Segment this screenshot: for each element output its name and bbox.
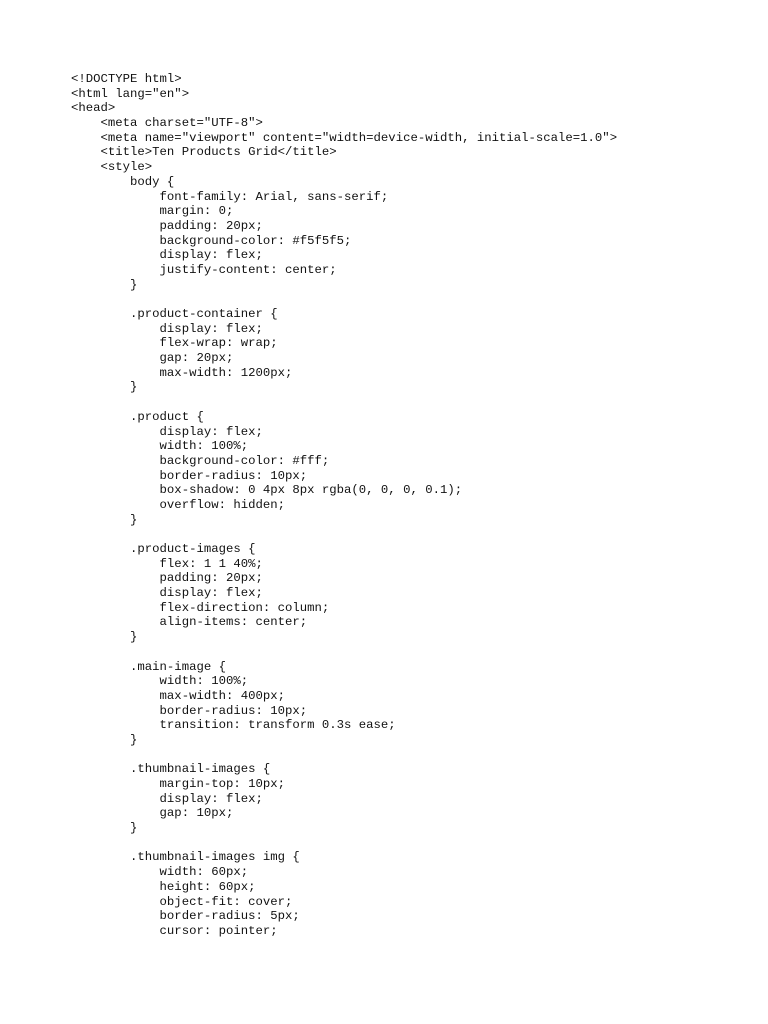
- code-line: font-family: Arial, sans-serif;: [71, 189, 389, 204]
- code-line: .main-image {: [71, 659, 226, 674]
- code-line: body {: [71, 174, 175, 189]
- code-line: display: flex;: [71, 791, 263, 806]
- code-line: gap: 10px;: [71, 806, 234, 821]
- code-line: <style>: [71, 160, 153, 175]
- code-line: max-width: 400px;: [71, 688, 286, 703]
- code-line: display: flex;: [71, 424, 263, 439]
- code-line: <head>: [71, 101, 116, 116]
- code-line: flex: 1 1 40%;: [71, 556, 263, 571]
- code-line: overflow: hidden;: [71, 497, 286, 512]
- code-line-blank: [71, 645, 617, 660]
- code-line: height: 60px;: [71, 879, 256, 894]
- code-line: border-radius: 5px;: [71, 909, 300, 924]
- code-line: padding: 20px;: [71, 571, 263, 586]
- code-line: }: [71, 380, 138, 395]
- code-line: display: flex;: [71, 321, 263, 336]
- code-line: display: flex;: [71, 248, 263, 263]
- code-line: }: [71, 277, 138, 292]
- code-line: background-color: #f5f5f5;: [71, 233, 352, 248]
- code-line: border-radius: 10px;: [71, 703, 308, 718]
- code-line: box-shadow: 0 4px 8px rgba(0, 0, 0, 0.1);: [71, 483, 463, 498]
- code-line: align-items: center;: [71, 615, 308, 630]
- code-line: width: 100%;: [71, 674, 249, 689]
- code-line-blank: [71, 292, 617, 307]
- code-line: transition: transform 0.3s ease;: [71, 718, 396, 733]
- code-line: <title>Ten Products Grid</title>: [71, 145, 337, 160]
- code-line: <meta charset="UTF-8">: [71, 116, 263, 131]
- code-line-blank: [71, 836, 617, 851]
- code-line: border-radius: 10px;: [71, 468, 308, 483]
- code-line: <meta name="viewport" content="width=device-width, initial-scale=1.0">: [71, 130, 618, 145]
- code-line-blank: [71, 395, 617, 410]
- code-line: .product-images {: [71, 542, 256, 556]
- code-line: flex-direction: column;: [71, 600, 330, 615]
- code-line: background-color: #fff;: [71, 453, 330, 468]
- code-line: .thumbnail-images img {: [71, 850, 300, 865]
- code-line: <html lang="en">: [71, 86, 190, 101]
- code-line: width: 100%;: [71, 439, 249, 454]
- code-line: width: 60px;: [71, 865, 249, 880]
- code-line: .thumbnail-images {: [71, 762, 271, 777]
- code-line: object-fit: cover;: [71, 894, 293, 909]
- code-line: .product {: [71, 409, 204, 424]
- code-line: .product-container {: [71, 307, 278, 321]
- code-line: max-width: 1200px;: [71, 365, 293, 380]
- code-line: gap: 20px;: [71, 351, 234, 366]
- code-line: display: flex;: [71, 586, 263, 601]
- code-line: flex-wrap: wrap;: [71, 336, 278, 351]
- code-line-blank: [71, 748, 617, 763]
- code-line: }: [71, 821, 138, 836]
- code-line: margin-top: 10px;: [71, 777, 286, 791]
- code-line: cursor: pointer;: [71, 923, 278, 938]
- code-line-blank: [71, 527, 617, 542]
- code-line: }: [71, 630, 138, 645]
- code-line: margin: 0;: [71, 204, 234, 219]
- code-line: justify-content: center;: [71, 262, 337, 277]
- code-line: padding: 20px;: [71, 218, 263, 233]
- code-line: }: [71, 512, 138, 527]
- code-line: }: [71, 732, 138, 747]
- code-line: <!DOCTYPE html>: [71, 72, 182, 86]
- code-listing: [71, 72, 617, 939]
